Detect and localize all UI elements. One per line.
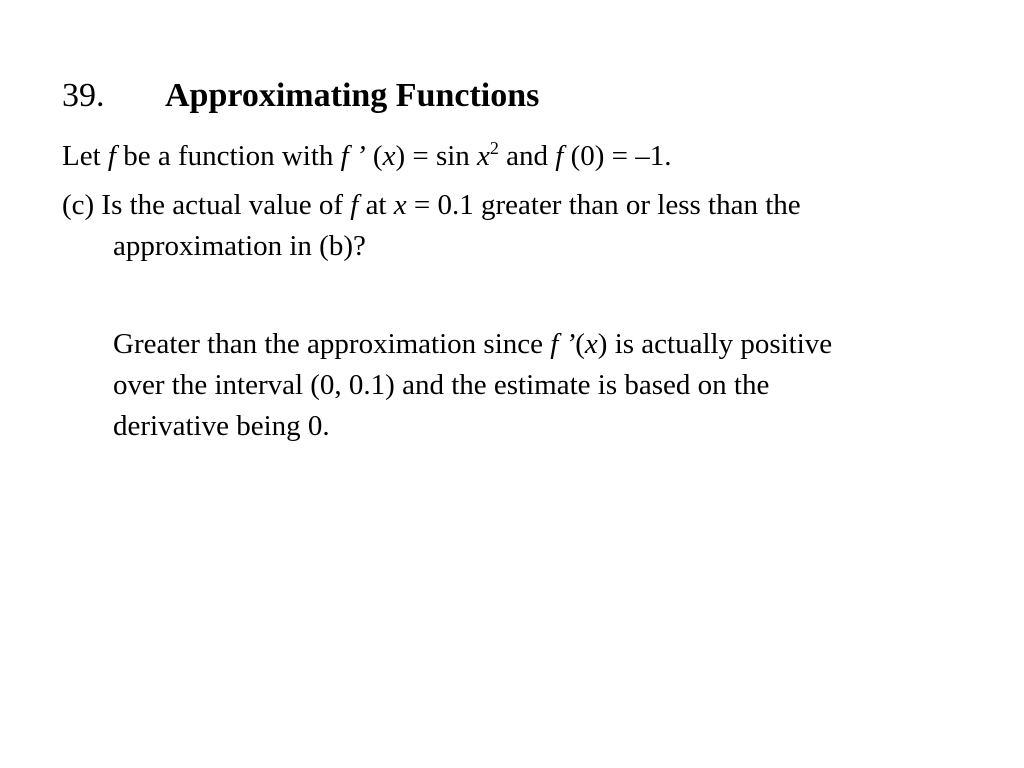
answer-line-2: over the interval (0, 0.1) and the estimate is based on the bbox=[113, 369, 770, 401]
question-line-2: approximation in (b)? bbox=[113, 230, 366, 262]
given-x: x bbox=[477, 140, 490, 172]
answer-line-1 bbox=[113, 327, 832, 361]
given-x: x bbox=[382, 140, 396, 172]
question-x: x bbox=[393, 189, 407, 221]
question-text: at bbox=[358, 189, 394, 221]
answer-f-prime: f ’ bbox=[550, 328, 576, 360]
answer-x: x bbox=[584, 328, 598, 360]
given-exponent: 2 bbox=[489, 138, 499, 158]
given-statement bbox=[62, 139, 672, 173]
given-text: (0) = –1. bbox=[563, 140, 672, 172]
given-text: ( bbox=[365, 140, 383, 172]
answer-text: ( bbox=[575, 328, 585, 360]
question-line-1 bbox=[62, 188, 801, 222]
question-text: = 0.1 greater than or less than the bbox=[406, 189, 801, 221]
answer-line-3: derivative being 0. bbox=[113, 410, 330, 442]
answer-text: Greater than the approximation since bbox=[113, 328, 551, 360]
problem-title: Approximating Functions bbox=[165, 77, 540, 114]
question-f: f bbox=[350, 189, 359, 221]
answer-text: ) is actually positive bbox=[597, 328, 833, 360]
given-f-prime: f ’ bbox=[340, 140, 366, 172]
given-text: be a function with bbox=[115, 140, 341, 172]
problem-heading bbox=[62, 76, 539, 116]
given-f: f bbox=[107, 140, 116, 172]
given-text: Let bbox=[62, 140, 108, 172]
question-text: (c) Is the actual value of bbox=[62, 189, 351, 221]
problem-number: 39. bbox=[62, 77, 105, 114]
given-text: ) = sin bbox=[395, 140, 478, 172]
given-f: f bbox=[555, 140, 564, 172]
given-text: and bbox=[498, 140, 556, 172]
